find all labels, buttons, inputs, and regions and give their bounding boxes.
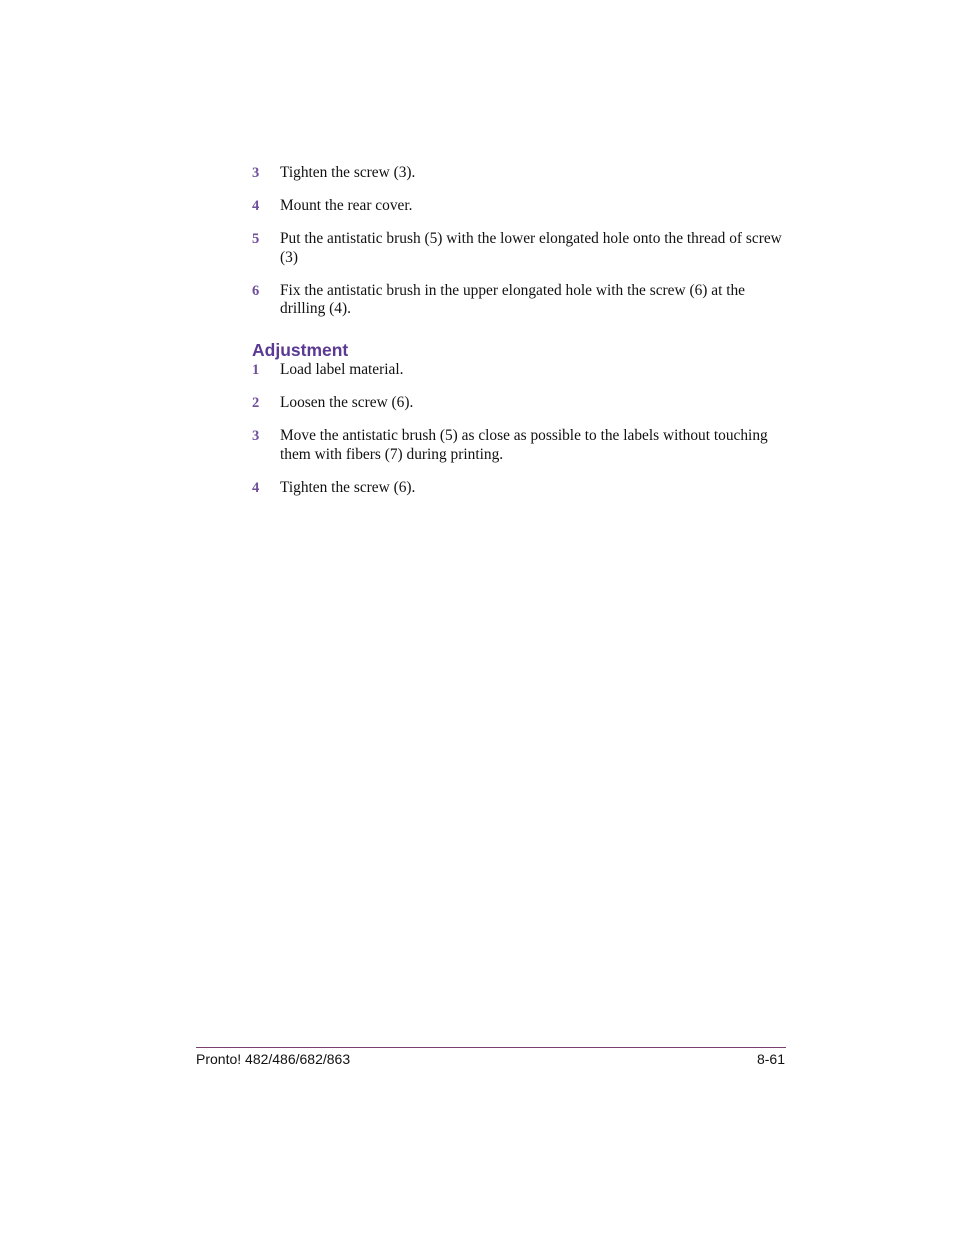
footer-rule xyxy=(196,1047,786,1048)
step-text: Move the antistatic brush (5) as close as possible to the labels without touching them with fibers (7) during printing. xyxy=(280,427,768,463)
adjustment-section xyxy=(252,340,787,512)
section-heading: Adjustment xyxy=(252,340,349,360)
step-text: Load label material. xyxy=(280,361,404,378)
procedure-steps xyxy=(252,164,787,333)
list-item xyxy=(252,427,787,464)
list-item xyxy=(252,164,787,183)
step-number: 4 xyxy=(252,198,260,214)
footer-product-name: Pronto! 482/486/682/863 xyxy=(196,1051,351,1067)
step-number: 3 xyxy=(252,428,260,444)
list-item xyxy=(252,479,787,498)
step-number: 1 xyxy=(252,362,260,378)
step-number: 6 xyxy=(252,282,260,299)
step-text: Tighten the screw (6). xyxy=(280,478,416,496)
step-number: 5 xyxy=(252,231,260,247)
step-number: 2 xyxy=(252,395,260,411)
step-text: Mount the rear cover. xyxy=(280,197,413,214)
step-text: Tighten the screw (3). xyxy=(280,164,416,181)
list-item xyxy=(252,394,787,413)
list-item xyxy=(252,282,787,319)
step-text: Fix the antistatic brush in the upper elongated hole with the screw (6) at the drilling (4). xyxy=(280,281,746,317)
list-item xyxy=(252,230,787,267)
list-item xyxy=(252,361,787,380)
step-number: 3 xyxy=(252,165,260,181)
step-number: 4 xyxy=(252,479,260,496)
list-item xyxy=(252,197,787,216)
step-text: Loosen the screw (6). xyxy=(280,394,414,411)
step-text: Put the antistatic brush (5) with the lower elongated hole onto the thread of screw (3) xyxy=(280,230,782,266)
footer-page-number: 8-61 xyxy=(756,1051,785,1067)
